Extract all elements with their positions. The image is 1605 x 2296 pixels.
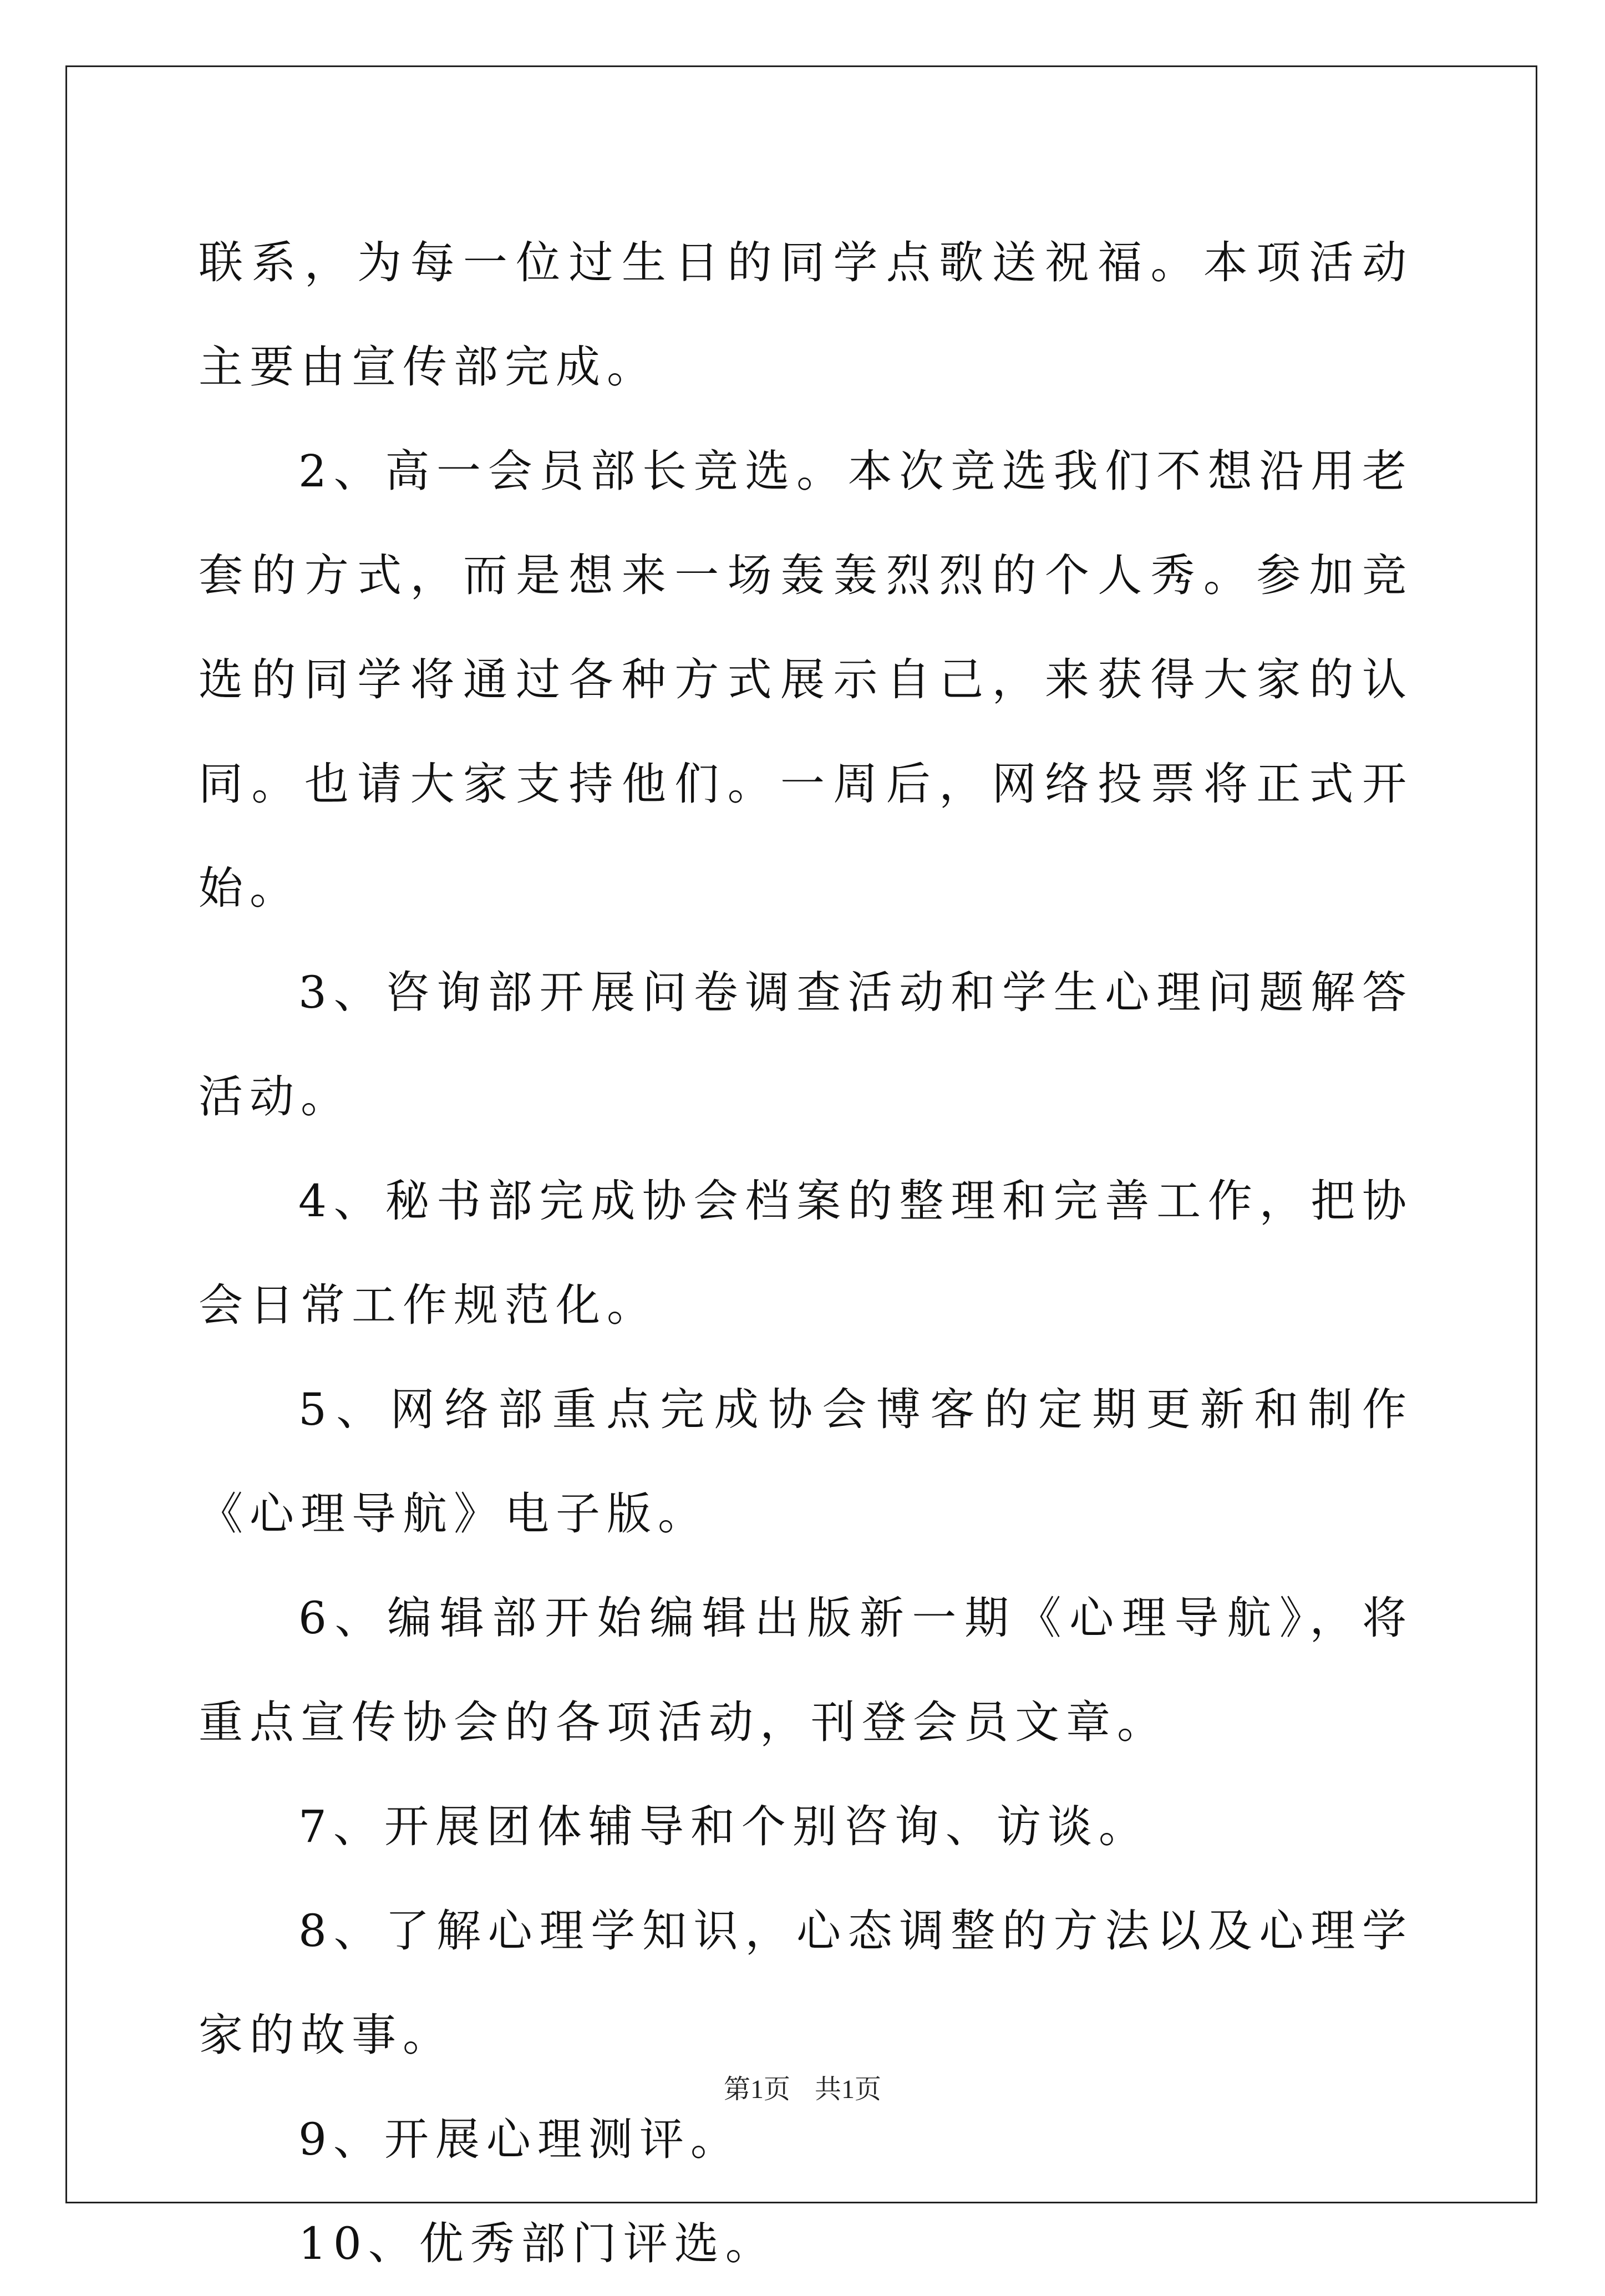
paragraph-item-7: 7、开展团体辅导和个别咨询、访谈。 <box>298 1801 1150 1852</box>
paragraph-item-2: 2、高一会员部长竞选。本次竞选我们不想沿用老套的方式，而是想来一场轰轰烈烈的个人秀。参加竞选的同学将通过各种方式展示自己，来获得大家的认同。也请大家支持他们。一周后，网络投票将正式开始。 <box>199 445 1413 914</box>
paragraph-item-9: 9、开展心理测评。 <box>298 2114 741 2165</box>
paragraph-item-6: 6、编辑部开始编辑出版新一期《心理导航》，将重点宣传协会的各项活动，刊登会员文章。 <box>199 1592 1413 1748</box>
page-number: 第1页 <box>723 2075 790 2104</box>
page-total: 共1页 <box>815 2075 882 2104</box>
paragraph-item-8: 8、了解心理学知识，心态调整的方法以及心理学家的故事。 <box>199 1905 1413 2061</box>
paragraph-item-5: 5、网络部重点完成协会博客的定期更新和制作《心理导航》电子版。 <box>199 1384 1413 1540</box>
page-footer <box>0 2068 1605 2106</box>
paragraph-item-10: 10、优秀部门评选。 <box>298 2218 776 2269</box>
paragraph-item-4: 4、秘书部完成协会档案的整理和完善工作，把协会日常工作规范化。 <box>199 1175 1413 1331</box>
paragraph-continuation: 联系，为每一位过生日的同学点歌送祝福。本项活动主要由宣传部完成。 <box>199 237 1413 393</box>
paragraph-item-3: 3、咨询部开展问卷调查活动和学生心理问题解答活动。 <box>199 967 1413 1122</box>
document-body <box>199 211 1413 2296</box>
